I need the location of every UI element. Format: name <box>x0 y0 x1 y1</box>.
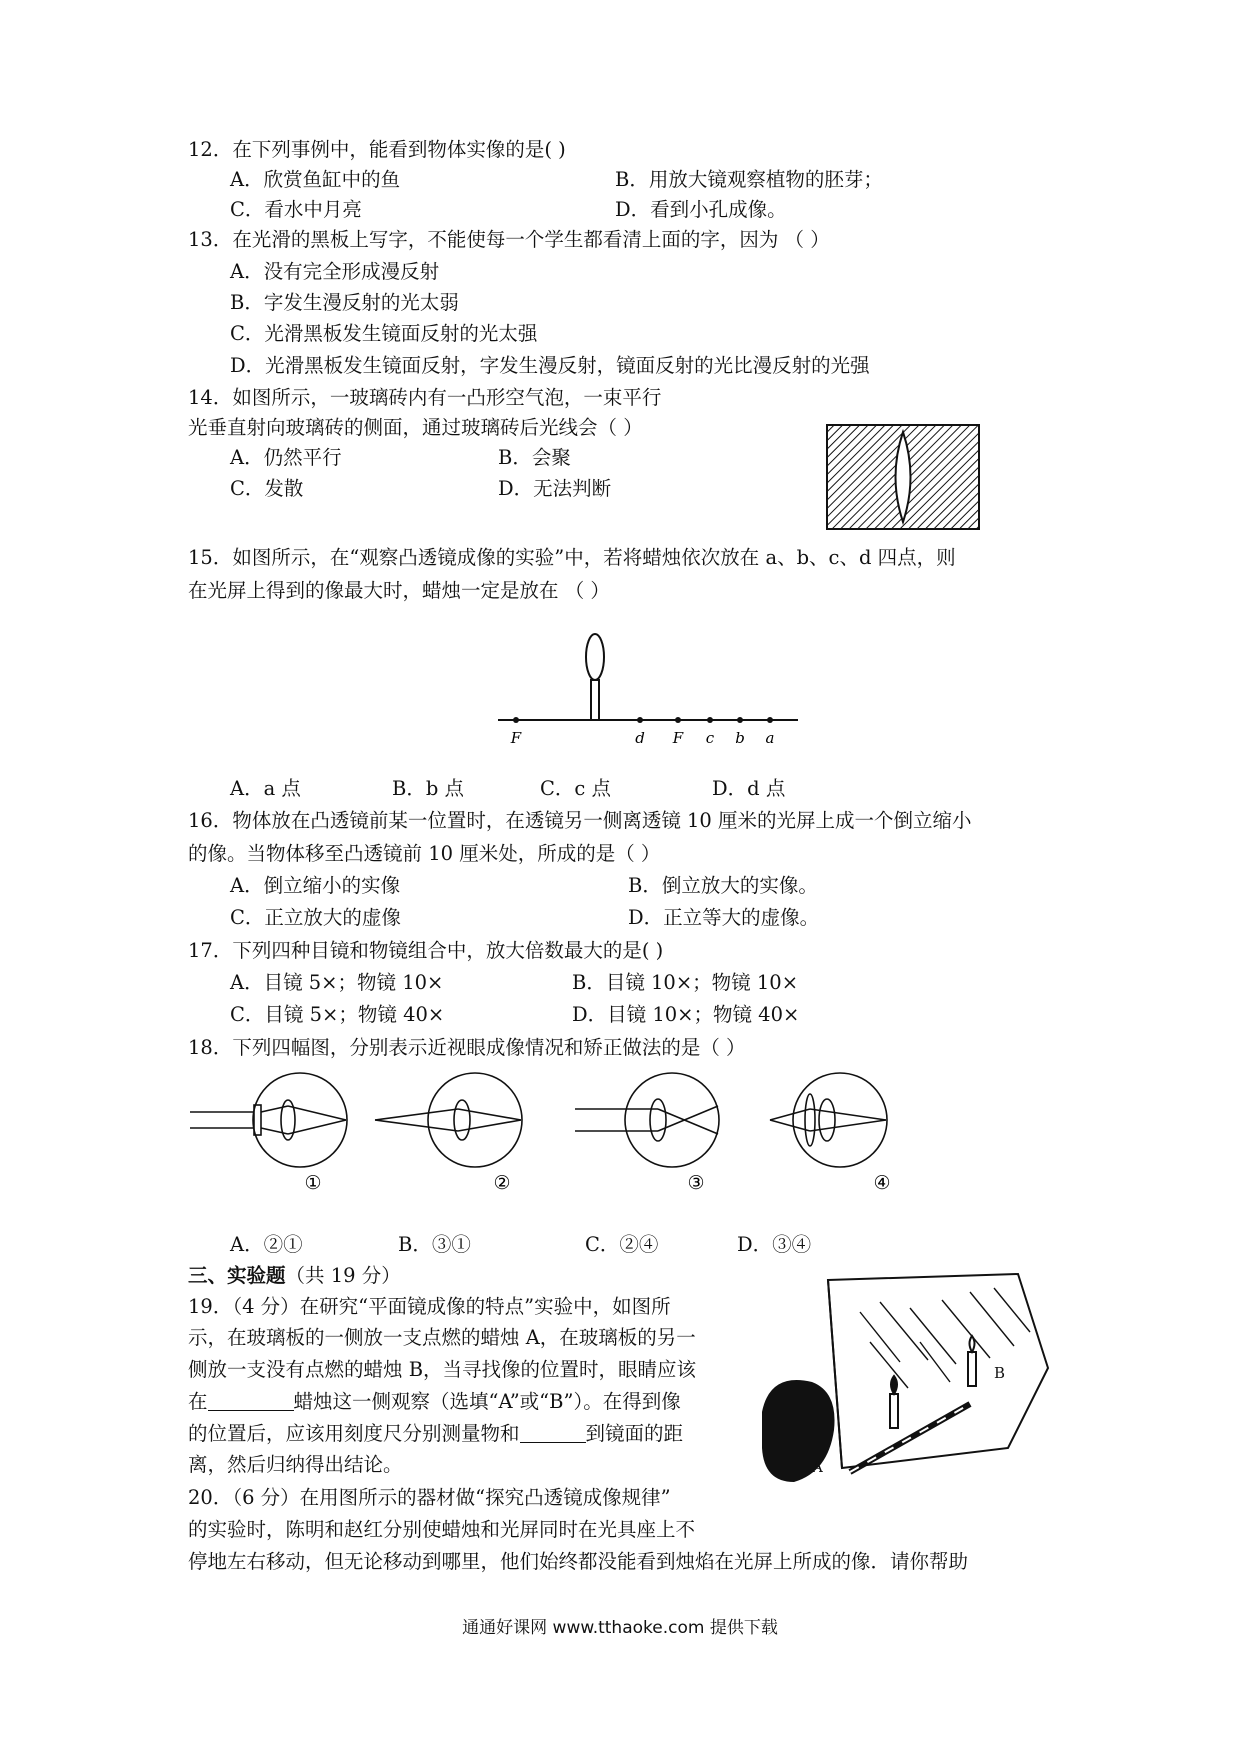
q19-line2: 示，在玻璃板的一侧放一支点燃的蜡烛 A，在玻璃板的另一 <box>188 1326 696 1349</box>
q18-option-c: C．②④ <box>585 1233 659 1256</box>
q15-stem-line1: 15．如图所示，在“观察凸透镜成像的实验”中，若将蜡烛依次放在 a、b、c、d 四点，则 <box>188 546 956 569</box>
figure-label-a: a <box>765 729 775 747</box>
q19-line5: 的位置后，应该用刻度尺分别测量物和 到镜面的距 <box>188 1422 684 1445</box>
figure-label-b: b <box>735 729 745 747</box>
q16-stem-line2: 的像。当物体移至凸透镜前 10 厘米处，所成的是（ ） <box>188 842 661 865</box>
eye-diagrams-figure <box>190 1065 950 1194</box>
q19-blank-2[interactable] <box>520 1422 586 1443</box>
figure-label-c: c <box>705 729 715 747</box>
figure-label-f-left: F <box>510 729 522 747</box>
q14-option-b: B．会聚 <box>498 446 571 469</box>
q17-option-b: B．目镜 10×；物镜 10× <box>572 971 799 994</box>
plane-mirror-figure <box>760 1272 1052 1492</box>
q20-line1: 20．（6 分）在用图所示的器材做“探究凸透镜成像规律” <box>188 1486 671 1509</box>
q18-option-d: D．③④ <box>737 1233 812 1256</box>
point-c <box>707 717 713 723</box>
point-a <box>767 717 773 723</box>
eye-figure-label-4: ④ <box>873 1172 891 1194</box>
eye-figure-label-2: ② <box>493 1172 511 1194</box>
q12-option-c: C．看水中月亮 <box>230 198 362 221</box>
q15-option-d: D．d 点 <box>712 777 786 800</box>
q16-option-a: A．倒立缩小的实像 <box>230 874 401 897</box>
section-score: （共 19 分） <box>285 1264 401 1287</box>
point-d <box>637 717 643 723</box>
lens-bench-figure <box>498 628 798 748</box>
q16-stem-line1: 16．物体放在凸透镜前某一位置时，在透镜另一侧离透镜 10 厘米的光屏上成一个倒立缩小 <box>188 809 972 832</box>
point-b <box>737 717 743 723</box>
q19-line6: 离，然后归纳得出结论。 <box>188 1453 403 1476</box>
q13-option-b: B．字发生漫反射的光太弱 <box>230 291 459 314</box>
eye-figure-label-3: ③ <box>687 1172 705 1194</box>
figure-label-f-right: F <box>672 729 684 747</box>
q12-option-b: B．用放大镜观察植物的胚芽； <box>615 168 883 191</box>
q13-option-c: C．光滑黑板发生镜面反射的光太强 <box>230 322 538 345</box>
q18-option-a: A．②① <box>230 1233 303 1256</box>
q17-option-c: C．目镜 5×；物镜 40× <box>230 1003 445 1026</box>
q13-option-a: A．没有完全形成漫反射 <box>230 260 440 283</box>
q16-option-d: D．正立等大的虚像。 <box>628 906 820 929</box>
figure-label-candle-a: A <box>812 1458 823 1476</box>
q14-option-a: A．仍然平行 <box>230 446 342 469</box>
q19-line3: 侧放一支没有点燃的蜡烛 B，当寻找像的位置时，眼睛应该 <box>188 1358 697 1381</box>
eye-figure-label-1: ① <box>304 1172 322 1194</box>
section-title: 三、实验题 <box>188 1264 286 1287</box>
section-heading <box>188 1262 401 1290</box>
q12-option-d: D．看到小孔成像。 <box>615 198 787 221</box>
q12-stem: 12．在下列事例中，能看到物体实像的是( ) <box>188 138 566 161</box>
q19-line1: 19．（4 分）在研究“平面镜成像的特点”实验中，如图所 <box>188 1295 671 1318</box>
q15-option-a: A．a 点 <box>230 777 301 800</box>
q20-line2: 的实验时，陈明和赵红分别使蜡烛和光屏同时在光具座上不 <box>188 1518 696 1541</box>
q20-line3: 停地左右移动，但无论移动到哪里，他们始终都没能看到烛焰在光屏上所成的像．请你帮助 <box>188 1550 969 1573</box>
q19-line4: 在 蜡烛这一侧观察（选填“A”或“B”）。在得到像 <box>188 1390 681 1413</box>
q17-option-d: D．目镜 10×；物镜 40× <box>572 1003 800 1026</box>
q17-stem: 17．下列四种目镜和物镜组合中，放大倍数最大的是( ) <box>188 939 664 962</box>
q12-option-a: A．欣赏鱼缸中的鱼 <box>230 168 401 191</box>
q15-stem-line2: 在光屏上得到的像最大时，蜡烛一定是放在 （ ） <box>188 579 610 602</box>
q17-option-a: A．目镜 5×；物镜 10× <box>230 971 444 994</box>
q19-blank-1[interactable] <box>208 1390 294 1411</box>
q14-option-d: D．无法判断 <box>498 477 612 500</box>
point-f-right <box>675 717 681 723</box>
figure-label-d: d <box>635 729 645 747</box>
q14-stem-line2: 光垂直射向玻璃砖的侧面，通过玻璃砖后光线会（ ） <box>188 416 643 439</box>
q18-option-b: B．③① <box>398 1233 471 1256</box>
q18-stem: 18．下列四幅图，分别表示近视眼成像情况和矫正做法的是（ ） <box>188 1036 746 1059</box>
glass-brick-figure <box>826 424 980 530</box>
q15-option-c: C．c 点 <box>540 777 612 800</box>
point-f-left <box>513 717 519 723</box>
figure-label-candle-b: B <box>994 1364 1006 1382</box>
q14-stem-line1: 14．如图所示，一玻璃砖内有一凸形空气泡，一束平行 <box>188 386 662 409</box>
q14-option-c: C．发散 <box>230 477 304 500</box>
q16-option-c: C．正立放大的虚像 <box>230 906 401 929</box>
q15-option-b: B．b 点 <box>392 777 465 800</box>
q16-option-b: B．倒立放大的实像。 <box>628 874 818 897</box>
q13-stem: 13．在光滑的黑板上写字，不能使每一个学生都看清上面的字，因为 （ ） <box>188 228 830 251</box>
q13-option-d: D．光滑黑板发生镜面反射，字发生漫反射，镜面反射的光比漫反射的光强 <box>230 354 870 377</box>
page-footer: 通通好课网 www.tthaoke.com 提供下载 <box>462 1618 778 1638</box>
